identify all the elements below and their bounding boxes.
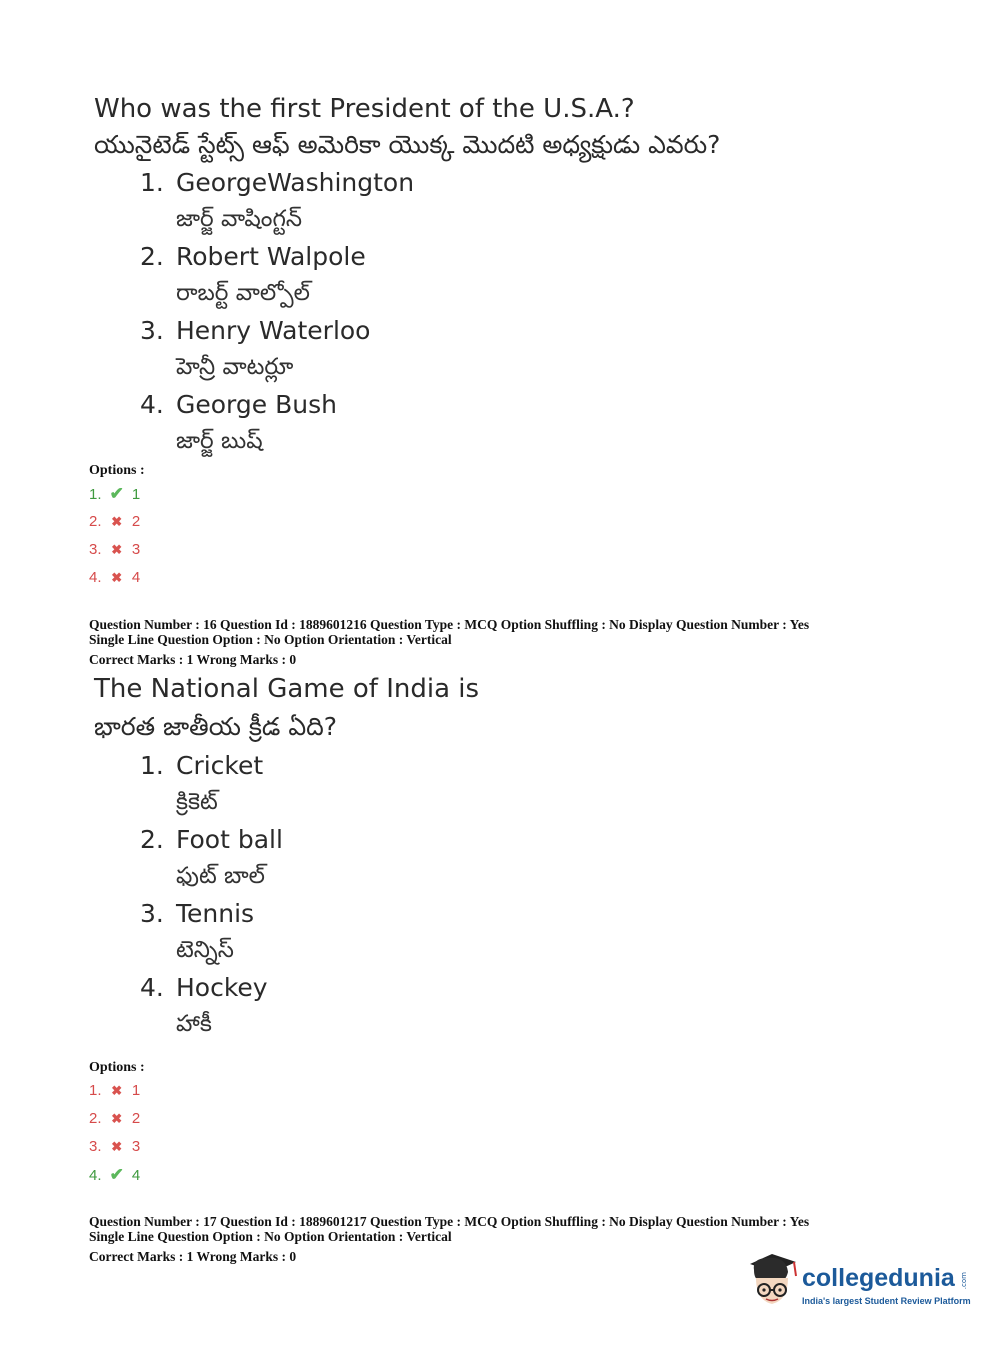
choice-text-te: జార్జ్ వాషింగ్టన్ [176, 206, 303, 232]
choice-item [140, 748, 283, 822]
choice-text-te: ఫుట్ బాల్ [176, 863, 265, 889]
question-1-choices [140, 165, 414, 461]
choice-number: 4. [140, 390, 164, 419]
choice-number: 2. [140, 242, 164, 271]
cross-icon: ✖ [111, 1083, 123, 1098]
choice-text-en: Cricket [176, 751, 264, 780]
answer-number: 1. [89, 486, 102, 503]
choice-item [140, 822, 283, 896]
cross-icon: ✖ [111, 570, 123, 585]
answer-item [89, 508, 140, 536]
answer-item [89, 1105, 140, 1133]
choice-number: 2. [140, 825, 164, 854]
question-1-text-te: యునైటెడ్ స్టేట్స్ ఆఫ్ అమెరికా యొక్క మొదటి అధ్యక్షుడు ఎవరు? [94, 130, 721, 159]
answer-item [89, 480, 140, 508]
choice-number: 3. [140, 316, 164, 345]
choice-text-te: హాకీ [176, 1011, 212, 1037]
check-icon: ✔ [109, 1165, 124, 1184]
choice-text-en: Tennis [176, 899, 255, 928]
meta-line: Single Line Question Option : No Option Orientation : Vertical [89, 1229, 452, 1244]
choice-number: 1. [140, 168, 164, 197]
meta-line: Single Line Question Option : No Option Orientation : Vertical [89, 632, 452, 647]
answer-number: 2. [89, 513, 102, 530]
meta-line: Question Number : 16 Question Id : 1889601216 Question Type : MCQ Option Shuffling : No Display Question Number : Yes [89, 617, 810, 632]
logo-tagline: India's largest Student Review Platform [802, 1296, 971, 1306]
question-meta-17 [89, 1214, 809, 1264]
meta-marks: Correct Marks : 1 Wrong Marks : 0 [89, 1249, 297, 1264]
question-2-text-te: భారత జాతీయ క్రీడ ఏది? [94, 712, 338, 741]
answer-value: 2 [131, 1110, 141, 1127]
answer-item [89, 1133, 140, 1161]
meta-marks: Correct Marks : 1 Wrong Marks : 0 [89, 652, 297, 667]
answer-number: 4. [89, 1167, 102, 1184]
answer-number: 3. [89, 1138, 102, 1155]
choice-item [140, 239, 414, 313]
choice-text-en: GeorgeWashington [176, 168, 415, 197]
choice-number: 4. [140, 973, 164, 1002]
question-2-choices [140, 748, 283, 1044]
choice-text-te: జార్జ్ బుష్ [176, 428, 263, 454]
answer-value: 4 [131, 569, 141, 586]
options-label: Options : [89, 1060, 145, 1075]
answer-value: 3 [131, 541, 141, 558]
choice-number: 3. [140, 899, 164, 928]
choice-text-te: టెన్నిస్ [176, 937, 234, 963]
choice-text-en: Robert Walpole [176, 242, 366, 271]
answer-value: 2 [131, 513, 141, 530]
answer-number: 3. [89, 541, 102, 558]
choice-text-te: రాబర్ట్ వాల్పోల్ [176, 280, 310, 306]
options-label: Options : [89, 463, 145, 478]
cross-icon: ✖ [111, 542, 123, 557]
logo-name: collegedunia [802, 1264, 955, 1292]
question-1-text-en: Who was the first President of the U.S.A.? [94, 94, 635, 124]
choice-text-en: Foot ball [176, 825, 283, 854]
choice-text-te: క్రికెట్ [176, 789, 218, 815]
choice-text-te: హెన్రీ వాటర్లూ [176, 354, 294, 380]
answer-item [89, 536, 140, 564]
choice-text-en: George Bush [176, 390, 337, 419]
mascot-icon [742, 1250, 802, 1316]
choice-text-en: Henry Waterloo [176, 316, 371, 345]
choice-item [140, 165, 414, 239]
logo-suffix: .com [960, 1272, 968, 1290]
answer-value: 4 [131, 1167, 141, 1184]
question-2-text-en: The National Game of India is [94, 674, 480, 704]
choice-item [140, 970, 283, 1044]
choice-text-en: Hockey [176, 973, 268, 1002]
cross-icon: ✖ [111, 1111, 123, 1126]
answer-value: 3 [131, 1138, 141, 1155]
answer-number: 1. [89, 1082, 102, 1099]
choice-item [140, 387, 414, 461]
answer-list-2 [89, 1077, 140, 1189]
check-icon: ✔ [109, 484, 124, 503]
cross-icon: ✖ [111, 514, 123, 529]
meta-line: Question Number : 17 Question Id : 1889601217 Question Type : MCQ Option Shuffling : No Display Question Number : Yes [89, 1214, 810, 1229]
collegedunia-logo [742, 1250, 972, 1320]
answer-value: 1 [131, 1082, 141, 1099]
choice-number: 1. [140, 751, 164, 780]
answer-item [89, 564, 140, 592]
answer-number: 2. [89, 1110, 102, 1127]
answer-item [89, 1161, 140, 1189]
answer-item [89, 1077, 140, 1105]
answer-value: 1 [131, 486, 141, 503]
answer-list-1 [89, 480, 140, 592]
choice-item [140, 313, 414, 387]
choice-item [140, 896, 283, 970]
cross-icon: ✖ [111, 1139, 123, 1154]
answer-number: 4. [89, 569, 102, 586]
question-meta-16 [89, 617, 809, 667]
